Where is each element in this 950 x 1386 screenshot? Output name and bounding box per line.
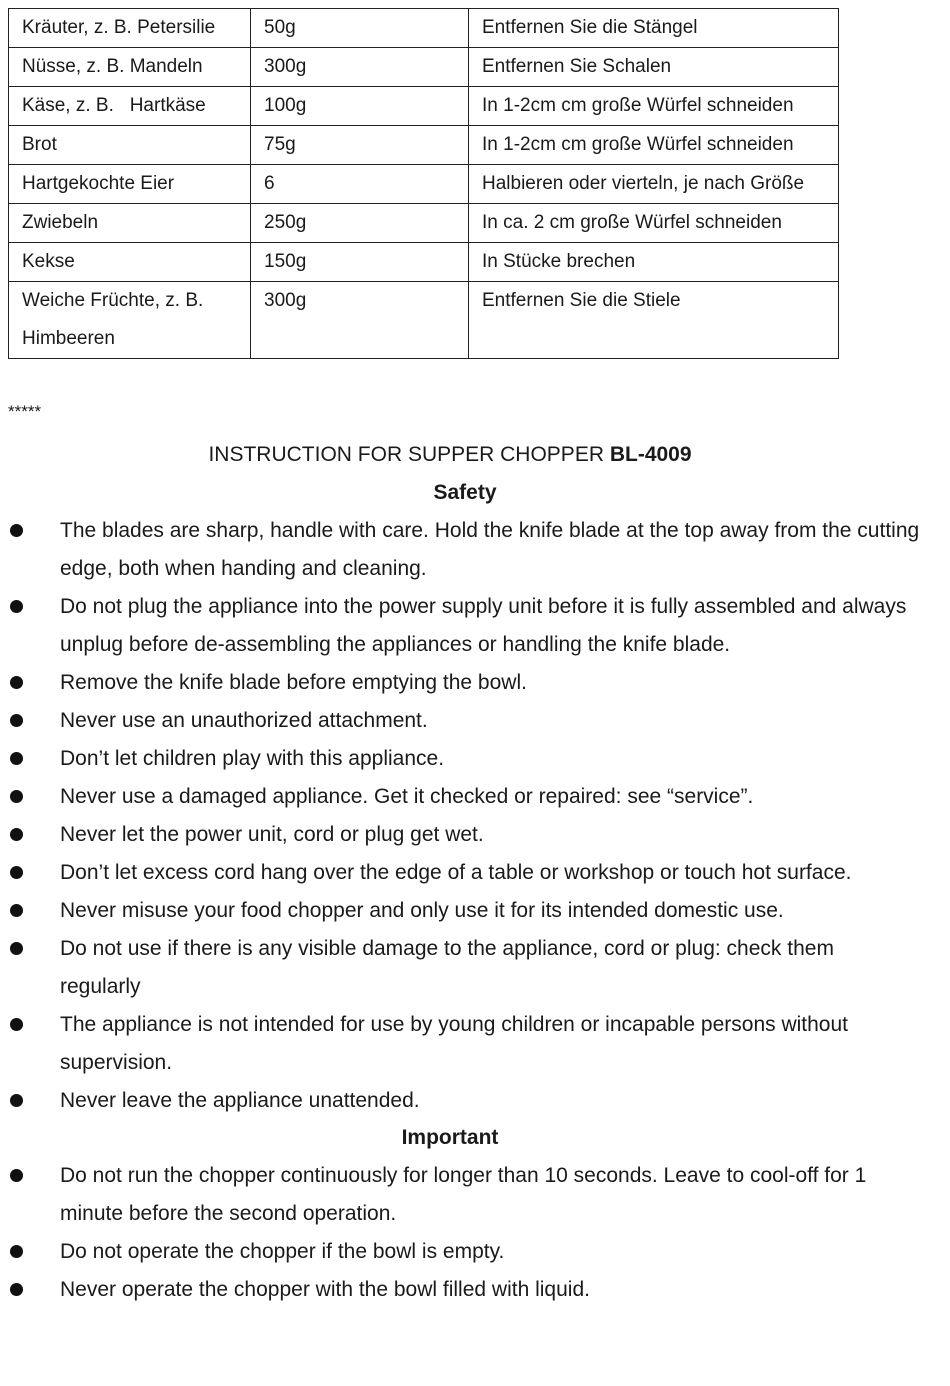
safety-text: The appliance is not intended for use by young children or incapable persons without supervision. [60,1013,849,1074]
food-quantity: 6 [251,165,469,204]
food-item: Brot [9,126,251,165]
table-row [9,48,839,87]
food-quantity: 75g [251,126,469,165]
food-quantity: 100g [251,87,469,126]
table-row [9,165,839,204]
food-item: Käse, z. B. Hartkäse [9,87,251,126]
safety-text: Do not plug the appliance into the power supply unit before it is fully assembled and always unplug before de-assembling the appliances or handling the knife blade. [60,595,907,656]
list-item [0,702,920,740]
food-item: Zwiebeln [9,204,251,243]
bullet-icon [10,676,23,689]
list-item [0,1157,920,1233]
safety-text: Never use an unauthorized attachment. [60,709,428,732]
list-item [0,892,920,930]
table-row [9,87,839,126]
safety-text: Never let the power unit, cord or plug get wet. [60,823,484,846]
list-item [0,778,920,816]
food-preparation: In 1-2cm cm große Würfel schneiden [469,126,839,165]
bullet-icon [10,752,23,765]
food-item: Nüsse, z. B. Mandeln [9,48,251,87]
bullet-icon [10,1094,23,1107]
bullet-icon [10,524,23,537]
bullet-icon [10,866,23,879]
safety-text: Don’t let excess cord hang over the edge of a table or workshop or touch hot surface. [60,861,852,884]
bullet-icon [10,714,23,727]
bullet-icon [10,1169,23,1182]
list-item [0,1233,920,1271]
food-quantity: 300g [251,48,469,87]
list-item [0,1271,920,1309]
safety-text: Don’t let children play with this appliance. [60,747,445,770]
important-text: Do not operate the chopper if the bowl is empty. [60,1240,505,1263]
safety-text: Remove the knife blade before emptying the bowl. [60,671,527,694]
food-preparation: In 1-2cm cm große Würfel schneiden [469,87,839,126]
bullet-icon [10,600,23,613]
list-item [0,1082,920,1120]
bullet-icon [10,1245,23,1258]
list-item [0,512,920,588]
list-item [0,664,920,702]
table-row [9,9,839,48]
model-number: BL-4009 [609,443,692,466]
food-quantity: 150g [251,243,469,282]
table-row [9,204,839,243]
food-quantity: 250g [251,204,469,243]
food-item: Kekse [9,243,251,282]
table-row [9,126,839,165]
list-item [0,854,920,892]
bullet-icon [10,904,23,917]
safety-text: Never misuse your food chopper and only use it for its intended domestic use. [60,899,784,922]
bullet-icon [10,1283,23,1296]
section-separator: ***** [8,402,42,421]
bullet-icon [10,1018,23,1031]
list-item [0,740,920,778]
food-preparation-table [8,8,839,359]
food-item: Hartgekochte Eier [9,165,251,204]
safety-text: The blades are sharp, handle with care. Hold the knife blade at the top away from the cutting edge, both when handing and cleaning. [60,519,920,580]
important-list [0,1157,920,1309]
safety-text: Do not use if there is any visible damage to the appliance, cord or plug: check them regularly [60,937,834,998]
list-item [0,816,920,854]
important-text: Never operate the chopper with the bowl filled with liquid. [60,1278,590,1301]
food-preparation: Entfernen Sie die Stiele [469,282,839,359]
list-item [0,588,920,664]
food-item: Kräuter, z. B. Petersilie [9,9,251,48]
safety-text: Never leave the appliance unattended. [60,1089,420,1112]
safety-list [0,512,920,1120]
food-preparation: In Stücke brechen [469,243,839,282]
bullet-icon [10,790,23,803]
bullet-icon [10,828,23,841]
safety-text: Never use a damaged appliance. Get it checked or repaired: see “service”. [60,785,754,808]
document-title [0,440,900,470]
food-quantity: 300g [251,282,469,359]
table-row [9,243,839,282]
food-preparation: In ca. 2 cm große Würfel schneiden [469,204,839,243]
safety-heading: Safety [433,481,497,504]
food-preparation: Entfernen Sie die Stängel [469,9,839,48]
important-heading: Important [401,1126,499,1149]
list-item [0,1006,920,1082]
food-item: Weiche Früchte, z. B. Himbeeren [9,282,251,359]
title-text: INSTRUCTION FOR SUPPER CHOPPER [208,443,610,466]
food-preparation: Entfernen Sie Schalen [469,48,839,87]
list-item [0,930,920,1006]
food-quantity: 50g [251,9,469,48]
bullet-icon [10,942,23,955]
table-row [9,282,839,359]
important-text: Do not run the chopper continuously for longer than 10 seconds. Leave to cool-off for 1 minute before the second operation. [60,1164,867,1225]
food-preparation: Halbieren oder vierteln, je nach Größe [469,165,839,204]
